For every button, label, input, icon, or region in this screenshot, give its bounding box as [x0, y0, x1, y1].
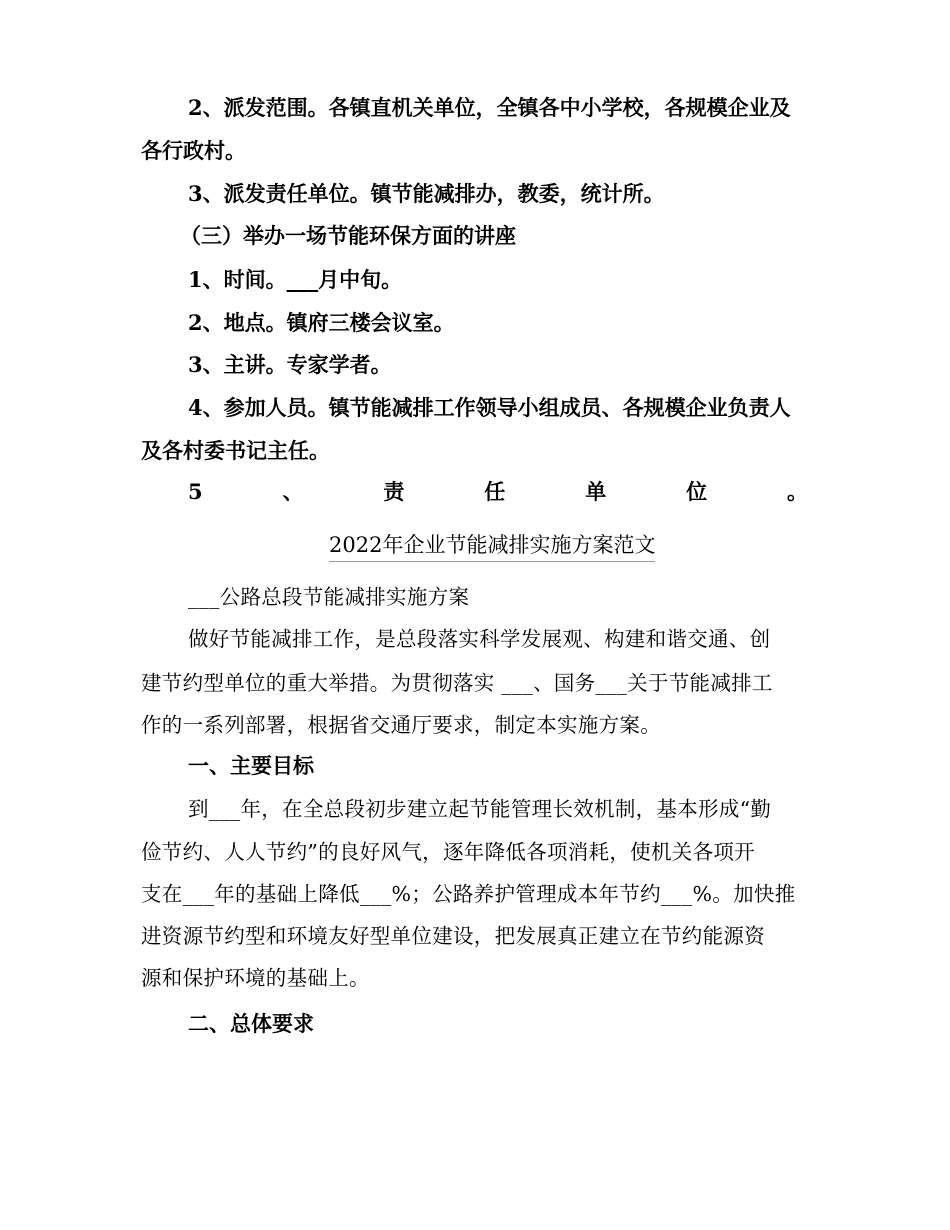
intro-line: 建节约型单位的重大举措。为贯彻落实 ___、国务___关于节能减排工: [141, 671, 773, 695]
spread-char: 单: [585, 479, 607, 504]
lecture-attendees: 4、参加人员。镇节能减排工作领导小组成员、各规模企业负责人: [188, 395, 791, 420]
spread-char: 、: [282, 479, 304, 504]
spread-char: 5: [188, 479, 203, 504]
lecture-time: 1、时间。___月中旬。: [188, 267, 403, 292]
lecture-speaker: 3、主讲。专家学者。: [188, 352, 392, 377]
goal-line: 源和保护环境的基础上。: [141, 966, 370, 990]
goal-heading: 一、主要目标: [188, 753, 314, 778]
goal-line: 俭节约、人人节约”的良好风气，逐年降低各项消耗，使机关各项开: [141, 840, 755, 864]
document-title: 2022年企业节能减排实施方案范文: [329, 530, 655, 562]
intro-line: 作的一系列部署，根据省交通厅要求，制定本实施方案。: [141, 713, 661, 737]
lecture-place: 2、地点。镇府三楼会议室。: [188, 310, 455, 335]
responsible-unit-line: [188, 478, 808, 506]
spread-char: 位: [686, 479, 708, 504]
intro-line: 做好节能减排工作，是总段落实科学发展观、构建和谐交通、创: [188, 627, 771, 651]
paragraph-responsible-units: 3、派发责任单位。镇节能减排办，教委，统计所。: [188, 181, 665, 206]
paragraph-distribution-scope: 2、派发范围。各镇直机关单位，全镇各中小学校，各规模企业及: [188, 95, 791, 120]
goal-line: 到___年，在全总段初步建立起节能管理长效机制，基本形成“勤: [188, 797, 772, 821]
goal-line: 支在___年的基础上降低___%；公路养护管理成本年节约___%。加快推: [141, 882, 796, 906]
goal-line: 进资源节约型和环境友好型单位建设，把发展真正建立在节约能源资: [141, 924, 765, 948]
document-subtitle: ___公路总段节能减排实施方案: [188, 585, 470, 609]
spread-char: 。: [786, 479, 808, 504]
spread-char: 责: [383, 479, 405, 504]
section-heading-lecture: （三）举办一场节能环保方面的讲座: [180, 223, 516, 248]
requirements-heading: 二、总体要求: [188, 1011, 314, 1036]
spread-char: 任: [484, 479, 506, 504]
lecture-attendees-cont: 及各村委书记主任。: [141, 438, 330, 463]
paragraph-distribution-scope-cont: 各行政村。: [141, 138, 246, 163]
